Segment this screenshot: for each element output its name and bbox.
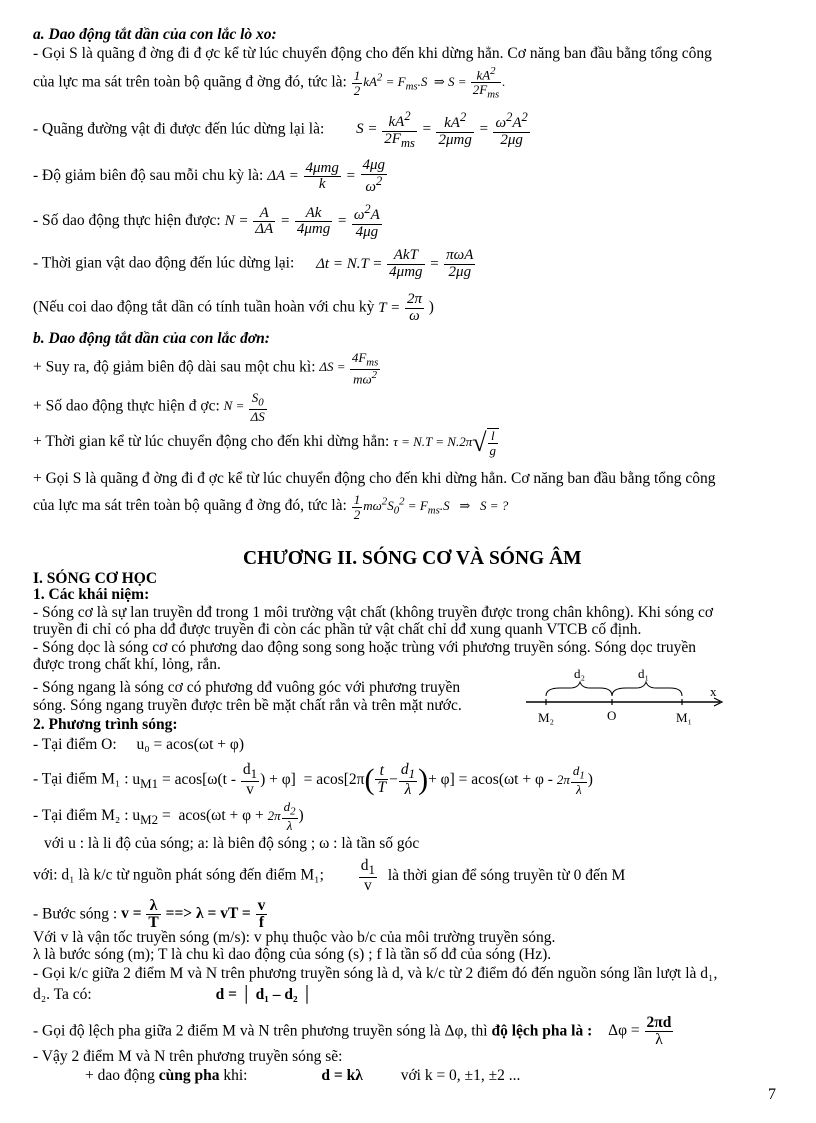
eq-point-m1-label: - Tại điểm M₁ :: [33, 770, 129, 788]
note-distance: [33, 858, 625, 894]
text-v7-e: với k = 0, ±1, ±2 ...: [400, 1067, 521, 1084]
label-d2: d₂: [574, 666, 586, 681]
label-m2: M₂: [538, 710, 555, 725]
section-b-heading: b. Dao động tắt dần của con lắc đơn:: [33, 330, 270, 347]
text-v7: [33, 1067, 520, 1085]
text-v4: [33, 986, 313, 1004]
section-a-heading: a. Dao động tắt dần của con lắc lò xo:: [33, 26, 277, 43]
formula-number-oscillations: N = $\frac{A}{\Delta A}$ = Ak 4μmg = $\frac{\omega^2A}{4\mu g}$: [224, 202, 380, 240]
eq-point-m1-formula: $u_{M1} = acos[\omega(t$ - $\frac{d_1}{v}$ ) + φ] = acos[2π( $\frac{t}{T}$ − $\frac{d_1}{\lambda}$ )+ φ] = acos(ωt + φ - 2π $\frac{d_1}{\lambda}$ ): [132, 761, 593, 798]
note-distance-fraction: $\frac{d_1}{v}$: [360, 857, 375, 894]
para-3: - Sóng dọc là sóng cơ có phương dao động song song hoặc trùng với phương truyền sóng. Sóng dọc truyền: [33, 639, 697, 656]
eq-point-o: [33, 736, 244, 754]
eq-point-o-label: - Tại điểm O:: [33, 736, 117, 753]
section-b-line-3-text: + Thời gian kể từ lúc chuyển động cho đến khi dừng hẳn:: [33, 432, 390, 450]
wave-diagram: [520, 666, 740, 730]
section-b-line-3: [33, 428, 499, 458]
section-a-line-2: [33, 66, 506, 101]
eq-wavelength: [33, 898, 268, 932]
text-v4-formula: d = │ d₁ – d₂ │: [215, 986, 313, 1003]
formula-energy-friction: $\frac{1}{2}$ $kA^2 = F_{ms}.S$ ⇒ S = $kA^2$ $2F_{ms}$ .: [353, 65, 506, 101]
eq-wavelength-label: - Bước sóng :: [33, 905, 118, 923]
text-v7-bold: cùng pha: [158, 1067, 220, 1084]
formula-amplitude-drop: ΔA = 4μmg k = $\frac{4\mu g}{\omega^2}$: [267, 157, 386, 195]
para-1: - Sóng cơ là sự lan truyền dđ trong 1 môi trường vật chất (không truyền được trong chân không). Khi sóng cơ: [33, 604, 714, 621]
label-d1: d₁: [638, 666, 650, 681]
subsection-concepts: 1. Các khái niệm:: [33, 586, 150, 603]
section-b-line-4: + Gọi S là quãng đ ờng đi đ ợc kể từ lúc chuyển động cho đến khi dừng hẳn. Cơ năng ban đầu bằng tổng công: [33, 470, 716, 487]
brace-d2: [546, 682, 612, 696]
text-v7-c: khi:: [223, 1067, 248, 1084]
section-b-line-5: [33, 493, 508, 521]
formula-time: Δt = N.T = AkT 4μmg = πωA 2μg: [316, 247, 474, 280]
text-v5-text: - Gọi độ lệch pha giữa 2 điểm M và N trên phương truyền sóng là Δφ, thì: [33, 1022, 488, 1040]
section-a-line-5-text: - Số dao động thực hiện được:: [33, 212, 221, 230]
para-2: truyền đi chỉ có pha dđ được truyền đi còn các phần tử vật chất chỉ dđ xung quanh VTCB cố định.: [33, 621, 642, 638]
section-b-line-1: [33, 351, 381, 386]
brace-d1: [612, 682, 682, 696]
section-a-line-3-text: - Quãng đường vật đi được đến lúc dừng lại là:: [33, 120, 325, 138]
text-v6: - Vậy 2 điểm M và N trên phương truyền sóng sẽ:: [33, 1048, 343, 1065]
section-a-line-3: [33, 110, 531, 150]
formula-distance: S = $kA^2$ $2F_{ms}$ = $kA^2$ 2μmg = $\frac{\omega^2A^2}{2\mu g}$: [356, 109, 528, 150]
text-v4-label: d₂. Ta có:: [33, 986, 92, 1003]
text-v7-formula: d = kλ: [321, 1067, 363, 1084]
section-a-line-5: [33, 203, 383, 241]
section-a-line-4: [33, 158, 388, 196]
formula-pendulum-energy: $\frac{1}{2}$ $m\omega^2S_0^2 = F_{ms}.S$ ⇒ S = ?: [353, 492, 509, 522]
section-b-line-2: [33, 391, 268, 424]
chapter-title: CHƯƠNG II. SÓNG CƠ VÀ SÓNG ÂM: [243, 548, 582, 569]
note-symbols: với u : là li độ của sóng; a: là biên độ sóng ; ω : là tần số góc: [44, 835, 420, 852]
section-a-line-6-text: - Thời gian vật dao động đến lúc dừng lại:: [33, 254, 295, 272]
eq-point-o-formula: u₀ = acos(ωt + φ): [136, 736, 244, 753]
note-distance-text-2: là thời gian để sóng truyền từ 0 đến M: [387, 866, 626, 884]
formula-pendulum-n: N = $\frac{S_0}{\Delta S}$: [223, 390, 265, 424]
eq-point-m2-formula: $u_{M2} = acos(\omega t + \varphi + 2\pi$ $\frac{d_2}{\lambda}$ ): [132, 799, 304, 833]
eq-point-m1: [33, 762, 593, 798]
text-v5-bold: độ lệch pha là :: [491, 1022, 593, 1040]
para-5: - Sóng ngang là sóng cơ có phương dđ vuông góc với phương truyền: [33, 679, 461, 696]
formula-pendulum-time: τ = N.T = N.2π√ $\frac{l}{g}$: [393, 434, 499, 449]
section-b-line-2-text: + Số dao động thực hiện đ ợc:: [33, 397, 220, 415]
section-a-line-2-text: của lực ma sát trên toàn bộ quãng đ ờng đó, tức là:: [33, 73, 347, 91]
eq-point-m2: [33, 800, 304, 833]
label-o: O: [607, 708, 617, 723]
text-v3: - Gọi k/c giữa 2 điểm M và N trên phương truyền sóng là d, và k/c từ 2 điểm đó đến nguồn sóng lần lượt là d₁,: [33, 965, 718, 982]
section-a-line-6: [33, 248, 476, 281]
section-b-line-5-text: của lực ma sát trên toàn bộ quãng đ ờng đó, tức là:: [33, 497, 347, 515]
section-a-line-7: [33, 292, 434, 325]
text-v1: Với v là vận tốc truyền sóng (m/s): v phụ thuộc vào b/c của môi trường truyền sóng.: [33, 929, 556, 946]
label-x: x: [710, 684, 717, 699]
label-m1: M₁: [676, 710, 693, 725]
text-v7-a: + dao động: [85, 1067, 155, 1084]
eq-wavelength-formula: v = $\frac{\lambda}{T}$ ==> λ = vT = $\frac{v}{f}$: [121, 897, 266, 932]
formula-arc-drop: ΔS = $4F_{ms}$ $m\omega^2$: [319, 350, 379, 387]
note-distance-text: với: d₁ là k/c từ nguồn phát sóng đến điểm M₁;: [33, 866, 324, 884]
page-number: 7: [768, 1086, 776, 1103]
section-a-line-7-close: ): [428, 298, 434, 316]
text-v5: [33, 1015, 674, 1049]
section-a-line-1: - Gọi S là quãng đ ờng đi đ ợc kể từ lúc chuyển động cho đến khi dừng hẳn. Cơ năng ban đầu bằng tổng công: [33, 45, 712, 62]
text-v2: λ là bước sóng (m); T là chu kì dao động của sóng (s) ; f là tần số dđ của sóng (Hz).: [33, 946, 552, 963]
para-4: được trong chất khí, lỏng, rắn.: [33, 656, 221, 673]
section-1-heading: I. SÓNG CƠ HỌC: [33, 570, 158, 587]
section-b-line-1-text: + Suy ra, độ giảm biên độ dài sau một chu kì:: [33, 358, 316, 376]
section-a-line-4-text: - Độ giảm biên độ sau mỗi chu kỳ là:: [33, 167, 264, 185]
subsection-wave-equation: 2. Phương trình sóng:: [33, 716, 178, 733]
para-6: sóng. Sóng ngang truyền được trên bề mặt chất rắn và trên mặt nước.: [33, 697, 462, 714]
formula-period: T = $\frac{2\pi}{\omega}$: [378, 291, 422, 324]
section-a-line-7-text: (Nếu coi dao động tắt dần có tính tuần hoàn với chu kỳ: [33, 298, 375, 316]
eq-point-m2-label: - Tại điểm M₂ :: [33, 806, 129, 824]
formula-phase-diff: Δφ = $\frac{2\pi d}{\lambda}$: [608, 1014, 672, 1049]
